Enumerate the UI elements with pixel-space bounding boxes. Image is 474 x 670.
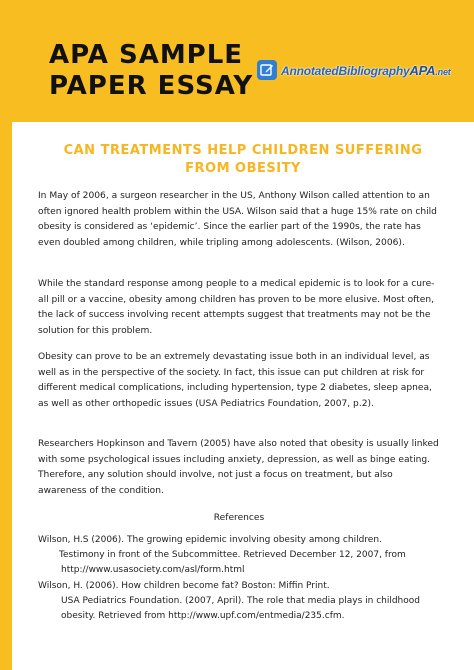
reference-line: Wilson, H. (2006). How children become fat? Boston: Miffin Print. <box>38 580 330 591</box>
brand-name-part-4: .net <box>435 66 451 77</box>
left-accent-bar <box>0 0 12 670</box>
pencil-edit-icon <box>257 60 277 80</box>
brand-logo[interactable] <box>257 59 451 81</box>
header-banner <box>12 0 474 122</box>
brand-name-part-2: Bibliography <box>338 63 410 78</box>
reference-line: Wilson, H.S (2006). The growing epidemic involving obesity among children. <box>38 535 382 545</box>
brand-name-part-1: Annotated <box>281 63 339 78</box>
references-heading: References <box>213 513 265 523</box>
page-title <box>49 40 253 102</box>
page-title-line-2: PAPER ESSAY <box>49 71 254 101</box>
essay-paragraph-4: Researchers Hopkinson and Tavern (2005) have also noted that obesity is usually linked with some psychological issues including anxiety, depression, as well as binge eating. Therefore, any solution should involve, not just a focus on treatment, but also awareness of the condition. <box>38 439 439 496</box>
page-title-line-1: APA SAMPLE <box>49 40 244 70</box>
reference-line: obesity. Retrieved from http://www.upf.com/entmedia/235.cfm. <box>61 611 345 622</box>
references-list <box>38 533 448 624</box>
reference-line: http://www.usasociety.com/asl/form.html <box>61 565 245 576</box>
essay-title: CAN TREATMENTS HELP CHILDREN SUFFERING FROM OBESITY <box>63 143 423 176</box>
reference-line: Testimony in front of the Subcommittee. Retrieved December 12, 2007, from <box>59 550 406 561</box>
brand-name <box>281 63 451 78</box>
essay-paragraph-2: While the standard response among people to a medical epidemic is to look for a cure-all pill or a vaccine, obesity among children has proven to be more elusive. Most often, the lack of success involving recent attempts suggest that treatments may not be the solution for this problem. <box>38 279 435 336</box>
essay-paragraph-1: In May of 2006, a surgeon researcher in the US, Anthony Wilson called attention to an often ignored health problem within the USA. Wilson said that a huge 15% rate on child obesity is considered as ‘epidemic’. Since the earlier part of the 1990s, the rate has even doubled among children, while tripling among adolescents. (Wilson, 2006). <box>38 191 437 248</box>
reference-line: USA Pediatrics Foundation. (2007, April). The role that media plays in childhood <box>61 595 420 606</box>
brand-name-part-3: APA <box>409 62 436 78</box>
essay-paragraph-3: Obesity can prove to be an extremely devastating issue both in an individual level, as well as in the perspective of the society. In fact, this issue can put children at risk for different medical complications, including hypertension, type 2 diabetes, sleep apnea, as well as other orthopedic issues (USA Pediatrics Foundation, 2007, p.2). <box>38 352 432 409</box>
